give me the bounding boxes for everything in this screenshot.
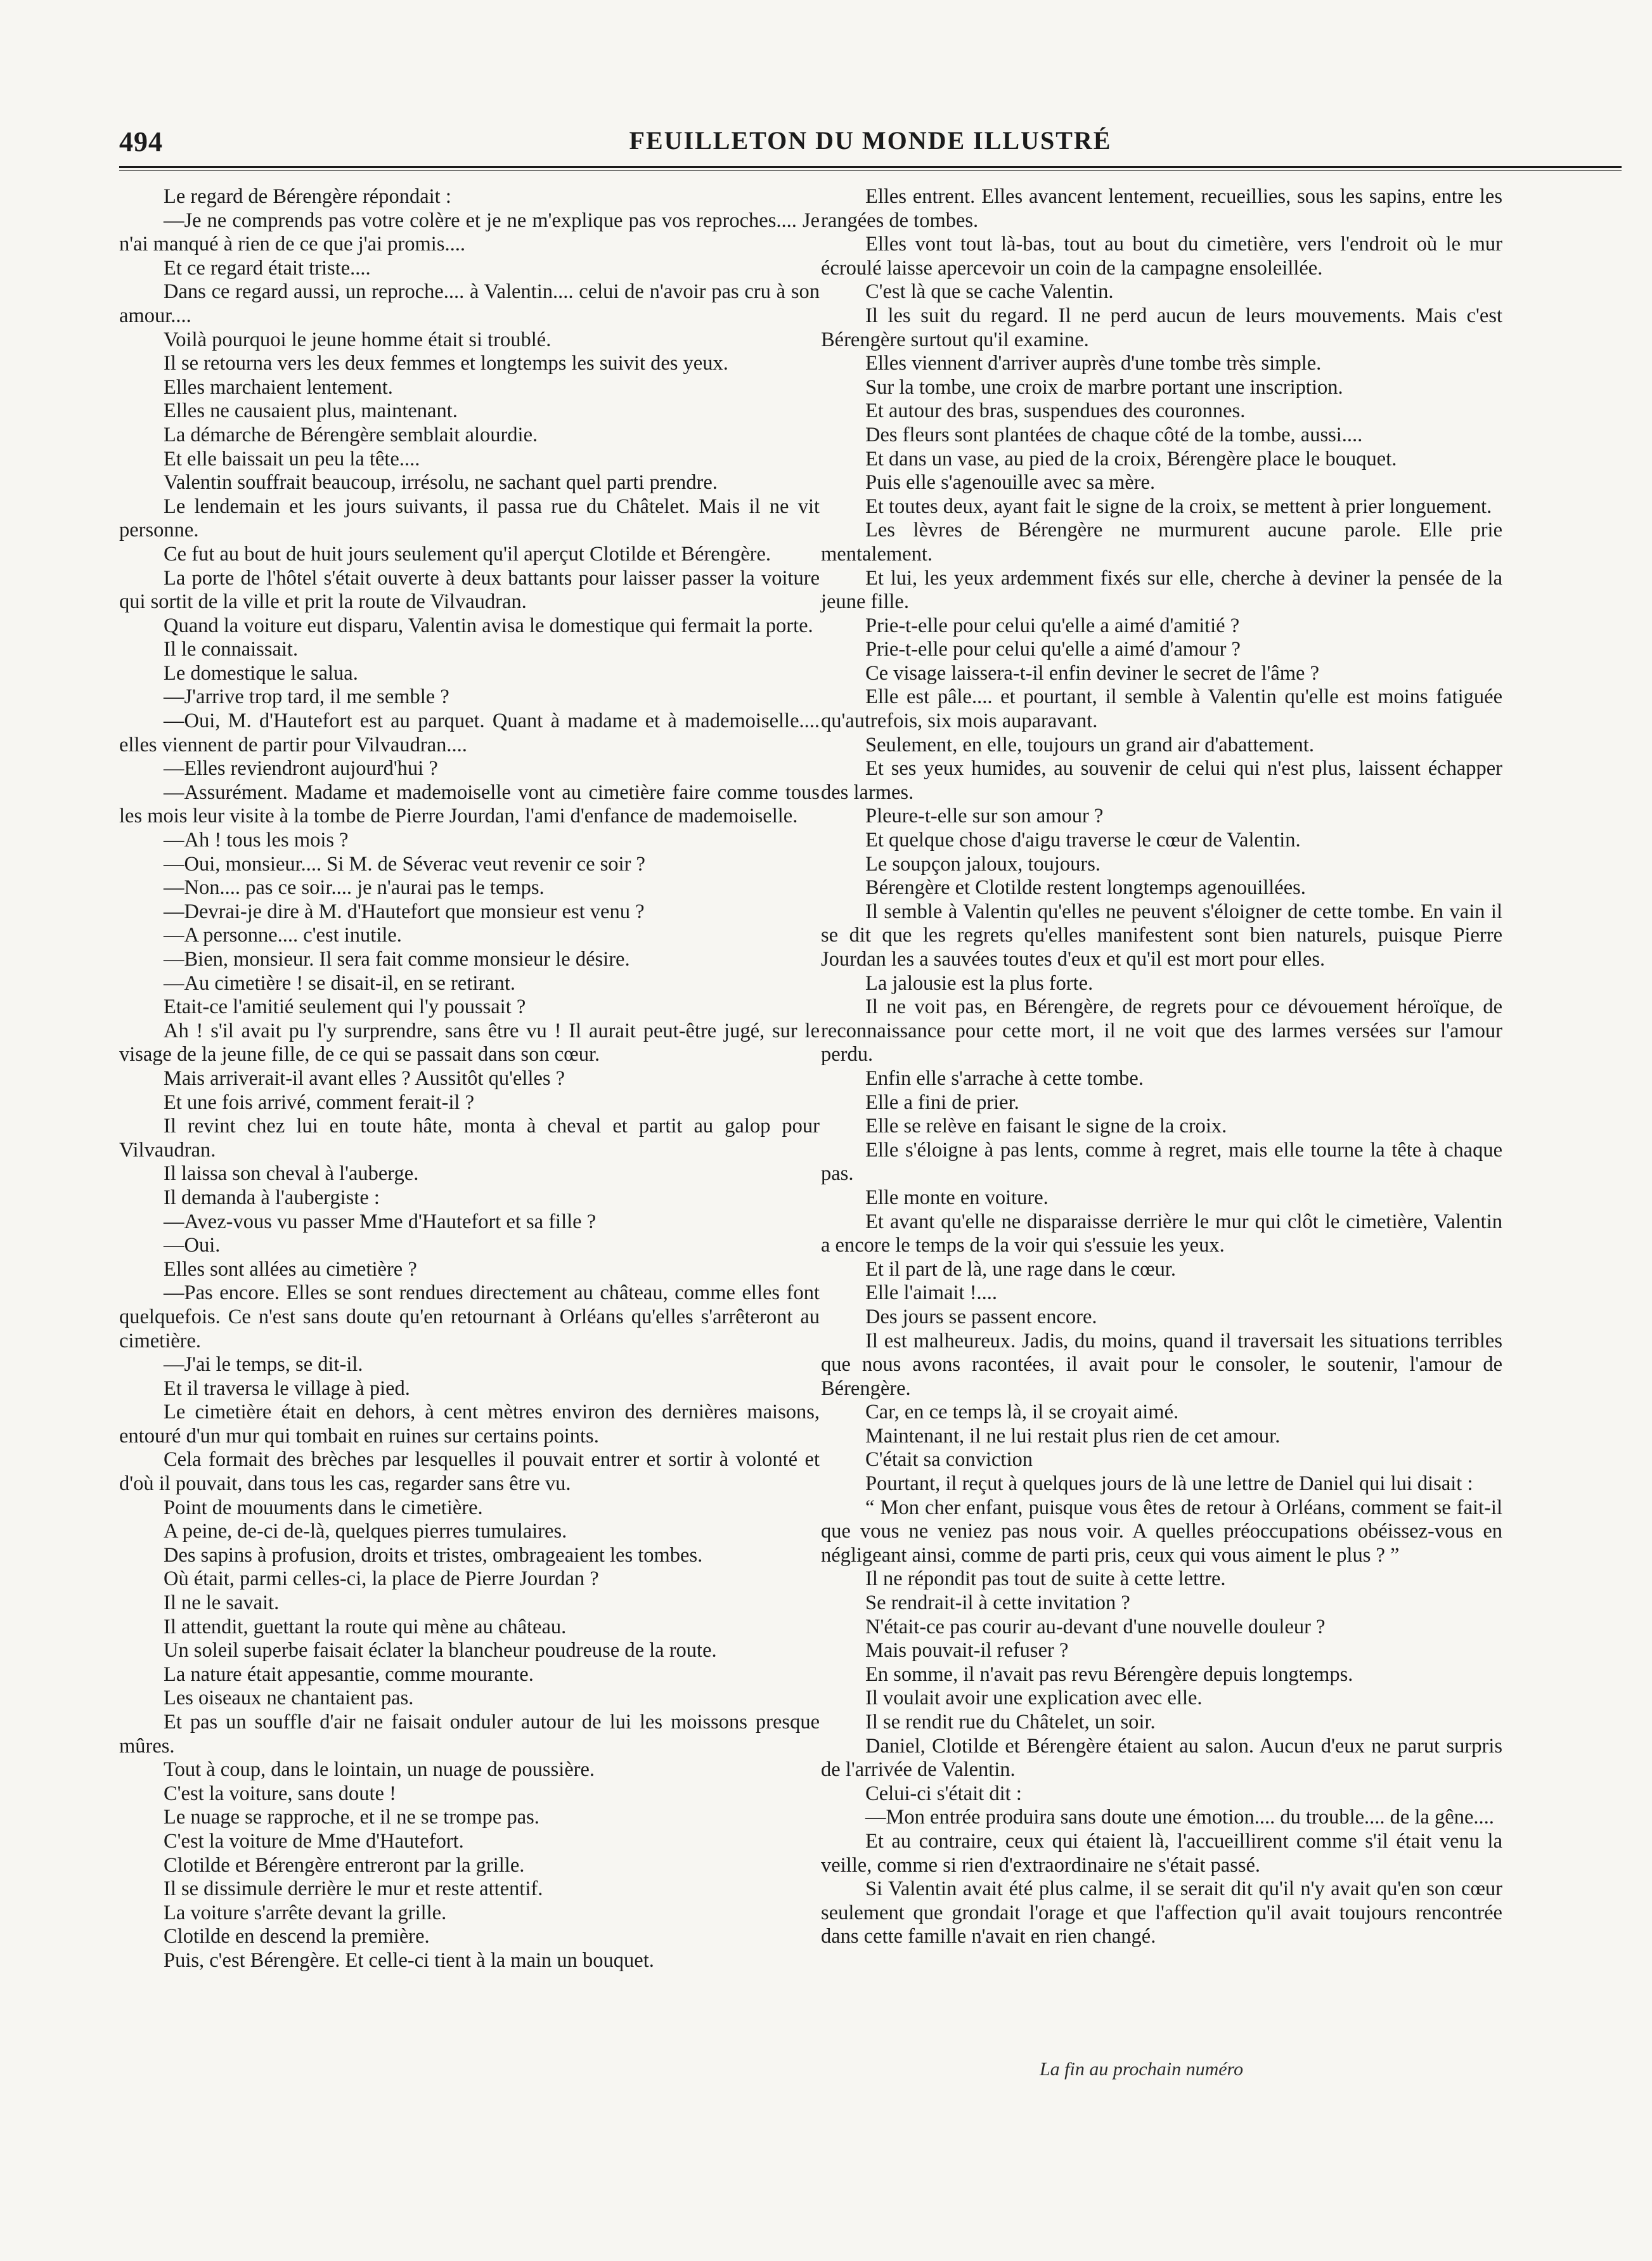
paragraph: Il demanda à l'aubergiste : [164,1186,380,1209]
paragraph: Puis elle s'agenouille avec sa mère. [865,471,1156,495]
paragraph: La jalousie est la plus forte. [865,971,1094,995]
paragraph: Car, en ce temps là, il se croyait aimé. [865,1401,1179,1424]
paragraph: Et au contraire, ceux qui étaient là, l'accueillirent comme s'il était venu la veille, comme si rien d'extraordinaire ne s'était passé. [821,1829,1502,1877]
paragraph: La démarche de Bérengère semblait alourdie. [164,423,538,446]
page-number: 494 [119,126,163,157]
page-title: FEUILLETON DU MONDE ILLUSTRÉ [629,126,1112,155]
paragraph: Et dans un vase, au pied de la croix, Bérengère place le bouquet. [865,447,1397,470]
paragraph: Il laissa son cheval à l'auberge. [164,1162,419,1186]
paragraph: Maintenant, il ne lui restait plus rien de cet amour. [865,1424,1281,1448]
paragraph: Prie-t-elle pour celui qu'elle a aimé d'amour ? [865,638,1241,661]
paragraph: Elles entrent. Elles avancent lentement, recueillies, sous les sapins, entre les rangées de tombes. [821,185,1502,232]
paragraph: Dans ce regard aussi, un reproche.... à Valentin.... celui de n'avoir pas cru à son amour.... [119,280,820,327]
paragraph: Les oiseaux ne chantaient pas. [164,1687,414,1710]
paragraph: Il le connaissait. [164,638,299,661]
paragraph: —Oui, M. d'Hautefort est au parquet. Quant à madame et à mademoiselle.... elles viennent de partir pour Vilvaudran.... [119,709,820,756]
paragraph: Un soleil superbe faisait éclater la blancheur poudreuse de la route. [164,1639,717,1662]
paragraph: Mais arriverait-il avant elles ? Aussitôt qu'elles ? [164,1066,565,1090]
paragraph: Il ne le savait. [164,1591,280,1615]
paragraph: Pourtant, il reçut à quelques jours de là une lettre de Daniel qui lui disait : [865,1472,1473,1496]
paragraph: Des sapins à profusion, droits et tristes, ombrageaient les tombes. [164,1543,703,1567]
paragraph: —Ah ! tous les mois ? [164,829,349,852]
paragraph: Quand la voiture eut disparu, Valentin avisa le domestique qui fermait la porte. [164,614,813,637]
paragraph: —Oui, monsieur.... Si M. de Séverac veut revenir ce soir ? [164,852,645,876]
paragraph: Bérengère et Clotilde restent longtemps agenouillées. [865,876,1306,900]
paragraph: Elles vont tout là-bas, tout au bout du cimetière, vers l'endroit où le mur écroulé laisse apercevoir un coin de la campagne ensoleillée. [821,233,1502,280]
paragraph: —J'ai le temps, se dit-il. [164,1353,363,1377]
paragraph: Elle est pâle.... et pourtant, il semble à Valentin qu'elle est moins fatiguée qu'autrefois, six mois auparavant. [821,685,1502,733]
paragraph: Et autour des bras, suspendues des couronnes. [865,399,1246,423]
paragraph: Il se retourna vers les deux femmes et longtemps les suivit des yeux. [164,352,728,375]
paragraph: Des jours se passent encore. [865,1305,1097,1328]
right-column [821,185,1502,1949]
paragraph: En somme, il n'avait pas revu Bérengère depuis longtemps. [865,1662,1353,1686]
paragraph: Cela formait des brèches par lesquelles il pouvait entrer et sortir à volonté et d'où il pouvait, dans tous les cas, regarder sans être vu. [119,1448,820,1496]
paragraph: Le soupçon jaloux, toujours. [865,852,1100,876]
paragraph: Le domestique le salua. [164,661,358,685]
paragraph: Clotilde en descend la première. [164,1925,430,1948]
paragraph: Et lui, les yeux ardemment fixés sur elle, cherche à deviner la pensée de la jeune fille. [821,566,1502,614]
footer-note: La fin au prochain numéro [1040,2059,1244,2080]
paragraph: Se rendrait-il à cette invitation ? [865,1591,1130,1615]
paragraph: Où était, parmi celles-ci, la place de Pierre Jourdan ? [164,1567,599,1591]
paragraph: Il se rendit rue du Châtelet, un soir. [865,1711,1156,1733]
paragraph: —Devrai-je dire à M. d'Hautefort que monsieur est venu ? [164,900,645,923]
paragraph: Il revint chez lui en toute hâte, monta à cheval et partit au galop pour Vilvaudran. [119,1115,820,1162]
paragraph: Il se dissimule derrière le mur et reste attentif. [164,1877,543,1901]
paragraph: Il attendit, guettant la route qui mène au château. [164,1615,567,1638]
paragraph: Elle l'aimait !.... [865,1281,998,1305]
paragraph: Et une fois arrivé, comment ferait-il ? [164,1091,475,1114]
paragraph: Pleure-t-elle sur son amour ? [865,805,1104,828]
paragraph: Elles marchaient lentement. [164,375,393,399]
paragraph: —A personne.... c'est inutile. [164,924,402,947]
paragraph: Elle a fini de prier. [865,1091,1019,1114]
paragraph: —Bien, monsieur. Il sera fait comme monsieur le désire. [164,948,630,971]
paragraph: —J'arrive trop tard, il me semble ? [164,685,449,709]
paragraph: Seulement, en elle, toujours un grand air d'abattement. [865,733,1315,756]
paragraph: C'était sa conviction [865,1448,1033,1472]
paragraph: —Au cimetière ! se disait-il, en se retirant. [164,971,516,995]
paragraph: Et ce regard était triste.... [164,256,371,280]
paragraph: —Je ne comprends pas votre colère et je ne m'explique pas vos reproches.... Je n'ai manqué à rien de ce que j'ai promis.... [119,209,820,256]
paragraph: Ce fut au bout de huit jours seulement qu'il aperçut Clotilde et Bérengère. [164,542,771,566]
paragraph: Elles sont allées au cimetière ? [164,1257,417,1281]
paragraph: Elle se relève en faisant le signe de la croix. [865,1115,1227,1138]
page-header [119,126,1622,164]
paragraph: Et ses yeux humides, au souvenir de celui qui n'est plus, laissent échapper des larmes. [821,757,1502,804]
paragraph: Puis, c'est Bérengère. Et celle-ci tient à la main un bouquet. [164,1948,654,1972]
paragraph: Il les suit du regard. Il ne perd aucun de leurs mouvements. Mais c'est Bérengère surtout qu'il examine. [821,304,1502,351]
paragraph: Et pas un souffle d'air ne faisait onduler autour de lui les moissons presque mûres. [119,1711,820,1758]
paragraph: Point de mouuments dans le cimetière. [164,1496,483,1519]
paragraph: A peine, de-ci de-là, quelques pierres tumulaires. [164,1520,567,1543]
paragraph: Enfin elle s'arrache à cette tombe. [865,1066,1144,1090]
paragraph: —Elles reviendront aujourd'hui ? [164,757,438,781]
paragraph: Et toutes deux, ayant fait le signe de la croix, se mettent à prier longuement. [865,495,1492,518]
paragraph: La porte de l'hôtel s'était ouverte à deux battants pour laisser passer la voiture qui sortit de la ville et prit la route de Vilvaudran. [119,566,820,614]
paragraph: Et avant qu'elle ne disparaisse derrière le mur qui clôt le cimetière, Valentin a encore le temps de la voir qui s'essuie les yeux. [821,1210,1502,1257]
paragraph: Des fleurs sont plantées de chaque côté de la tombe, aussi.... [865,423,1363,446]
paragraph: Ah ! s'il avait pu l'y surprendre, sans être vu ! Il aurait peut-être jugé, sur le visage de la jeune fille, de ce qui se passait dans son cœur. [119,1019,820,1066]
paragraph: —Pas encore. Elles se sont rendues directement au château, comme elles font quelquefois. Ce n'est sans doute qu'en retournant à Orléans qu'elles s'arrêteront au cimetière. [119,1281,820,1352]
paragraph: —Assurément. Madame et mademoiselle vont au cimetière faire comme tous les mois leur visite à la tombe de Pierre Jourdan, l'ami d'enfance de mademoiselle. [119,781,820,828]
paragraph: Et il traversa le village à pied. [164,1377,410,1400]
paragraph: Valentin souffrait beaucoup, irrésolu, ne sachant quel parti prendre. [164,471,718,495]
paragraph: C'est là que se cache Valentin. [865,280,1114,304]
paragraph: Les lèvres de Bérengère ne murmurent aucune parole. Elle prie mentalement. [821,519,1502,566]
paragraph: Elles viennent d'arriver auprès d'une tombe très simple. [865,352,1322,375]
header-rule-bottom [119,170,1622,171]
paragraph: —Mon entrée produira sans doute une émotion.... du trouble.... de la gêne.... [865,1806,1494,1829]
paragraph: Le regard de Bérengère répondait : [164,185,451,208]
paragraph: Si Valentin avait été plus calme, il se serait dit qu'il n'y avait qu'en son cœur seulement que grondait l'orage et que l'affection qu'il avait toujours rencontrée dans cette famille n'avait en rien changé. [821,1877,1502,1948]
paragraph: La voiture s'arrête devant la grille. [164,1901,447,1924]
paragraph: —Non.... pas ce soir.... je n'aurai pas le temps. [164,876,545,900]
paragraph: Daniel, Clotilde et Bérengère étaient au salon. Aucun d'eux ne parut surpris de l'arrivée de Valentin. [821,1734,1502,1782]
paragraph: Il est malheureux. Jadis, du moins, quand il traversait les situations terribles que nous avons racontées, il avait pour le consoler, le soutenir, l'amour de Bérengère. [821,1329,1502,1400]
paragraph: Et il part de là, une rage dans le cœur. [865,1257,1177,1281]
paragraph: “ Mon cher enfant, puisque vous êtes de retour à Orléans, comment se fait-il que vous ne veniez pas nous voir. A quelles préoccupations obéissez-vous en négligeant ainsi, comme de parti pris, ceux qui vous aiment le plus ? ” [821,1496,1502,1567]
paragraph: Il ne voit pas, en Bérengère, de regrets pour ce dévouement héroïque, de reconnaissance pour cette mort, il ne voit que des larmes versées sur l'amour perdu. [821,995,1502,1066]
paragraph: Etait-ce l'amitié seulement qui l'y poussait ? [164,995,526,1019]
paragraph: Prie-t-elle pour celui qu'elle a aimé d'amitié ? [865,614,1240,637]
paragraph: Le nuage se rapproche, et il ne se trompe pas. [164,1806,539,1829]
paragraph: Elle s'éloigne à pas lents, comme à regret, mais elle tourne la tête à chaque pas. [821,1138,1502,1186]
paragraph: —Avez-vous vu passer Mme d'Hautefort et sa fille ? [164,1210,597,1233]
paragraph: Le cimetière était en dehors, à cent mètres environ des dernières maisons, entouré d'un mur qui tombait en ruines sur certains points. [119,1401,820,1448]
paragraph: Sur la tombe, une croix de marbre portant une inscription. [865,375,1343,399]
paragraph: N'était-ce pas courir au-devant d'une nouvelle douleur ? [865,1615,1326,1638]
paragraph: C'est la voiture, sans doute ! [164,1782,396,1805]
paragraph: Tout à coup, dans le lointain, un nuage de poussière. [164,1758,595,1782]
paragraph: C'est la voiture de Mme d'Hautefort. [164,1829,464,1853]
paragraph: Clotilde et Bérengère entreront par la grille. [164,1853,525,1877]
paragraph: Il semble à Valentin qu'elles ne peuvent s'éloigner de cette tombe. En vain il se dit que les regrets qu'elles manifestent sont bien naturels, puisque Pierre Jourdan les a sauvées toutes d'eux et qu'il est mort pour elles. [821,900,1502,971]
paragraph: Et elle baissait un peu la tête.... [164,447,420,470]
paragraph: Il ne répondit pas tout de suite à cette lettre. [865,1567,1226,1591]
paragraph: La nature était appesantie, comme mourante. [164,1662,534,1686]
left-column [119,185,820,1973]
paragraph: Voilà pourquoi le jeune homme était si troublé. [164,328,552,351]
paragraph: Elle monte en voiture. [865,1186,1049,1209]
paragraph: Ce visage laissera-t-il enfin deviner le secret de l'âme ? [865,661,1320,685]
paragraph: Il voulait avoir une explication avec elle. [865,1687,1203,1710]
paragraph: Et quelque chose d'aigu traverse le cœur de Valentin. [865,829,1301,852]
paragraph: Elles ne causaient plus, maintenant. [164,399,458,423]
paragraph: —Oui. [164,1234,221,1257]
paragraph: Mais pouvait-il refuser ? [865,1639,1069,1662]
paragraph: Celui-ci s'était dit : [865,1782,1022,1805]
header-rule-top [119,166,1622,168]
paragraph: Le lendemain et les jours suivants, il passa rue du Châtelet. Mais il ne vit personne. [119,495,820,542]
